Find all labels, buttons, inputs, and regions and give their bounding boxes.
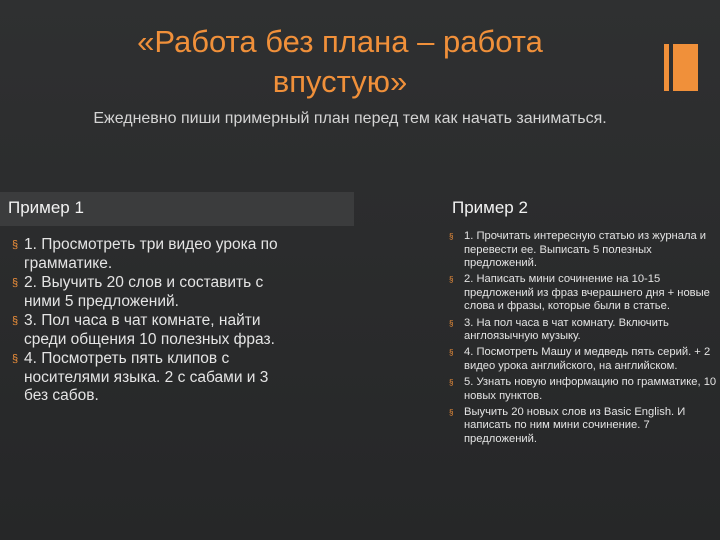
decorative-bar-wide <box>673 44 698 91</box>
bullet-icon: § <box>449 275 454 285</box>
list-item-text: 3. Пол часа в чат комнате, найти среди общения 10 полезных фраз. <box>24 312 275 348</box>
list-item-text: 2. Выучить 20 слов и составить с ними 5 предложений. <box>24 274 264 310</box>
list-item-text: 5. Узнать новую информацию по грамматике, 10 новых пунктов. <box>464 375 717 402</box>
decorative-bars-icon <box>664 44 698 91</box>
list-item <box>449 346 717 373</box>
bullet-icon: § <box>449 318 454 328</box>
list-item-text: 4. Посмотреть пять клипов с носителями языка. 2 с сабами и 3 без сабов. <box>24 350 269 404</box>
slide-title: «Работа без плана – работа впустую» <box>137 24 543 99</box>
list-item <box>449 406 717 447</box>
list-item <box>449 230 717 271</box>
bullet-icon: § <box>449 232 454 241</box>
list-item <box>12 236 282 273</box>
list-item-text: 3. На пол часа в чат комнату. Включить англоязычную музыку. <box>464 316 669 343</box>
list-item-text: Выучить 20 новых слов из Basic English. И написать по ним мини сочинение. 7 предложений. <box>464 405 686 445</box>
list-item-text: 1. Просмотреть три видео урока по грамматике. <box>24 236 278 272</box>
bullet-icon: § <box>12 353 19 365</box>
list-item <box>449 273 717 314</box>
bullet-icon: § <box>449 377 454 387</box>
example-1-list <box>12 236 282 407</box>
slide-subtitle: Ежедневно пиши примерный план перед тем как начать заниматься. <box>93 110 607 127</box>
list-item <box>12 274 282 311</box>
bullet-icon: § <box>449 348 454 358</box>
decorative-bar-thin <box>664 44 669 91</box>
list-item <box>12 312 282 349</box>
list-item-text: 2. Написать мини сочинение на 10-15 предложений из фраз вчерашнего дня + новые слова и фразы, которые были в статье. <box>464 273 710 313</box>
bullet-icon: § <box>12 315 19 327</box>
list-item <box>12 350 282 406</box>
bullet-icon: § <box>449 407 454 417</box>
example-2-list <box>449 230 717 449</box>
example-1-header: Пример 1 <box>0 192 354 226</box>
bullet-icon: § <box>12 277 19 289</box>
bullet-icon: § <box>12 239 19 251</box>
list-item-text: 4. Посмотреть Машу и медведь пять серий. + 2 видео урока английского, на английском. <box>464 346 711 372</box>
list-item <box>449 317 717 344</box>
example-2-header: Пример 2 <box>452 198 528 217</box>
list-item-text: 1. Прочитать интересную статью из журнала и перевести ее. Выписать 5 полезных предложений. <box>464 230 707 270</box>
list-item <box>449 376 717 403</box>
